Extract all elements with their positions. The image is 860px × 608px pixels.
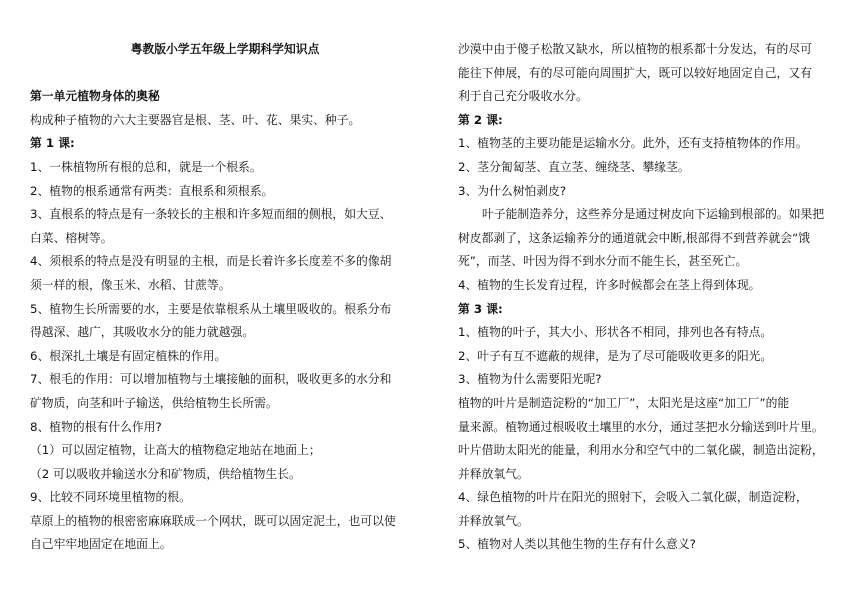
lesson-heading: 第 2 课: — [458, 112, 503, 127]
paragraph-line: 7、根毛的作用：可以增加植物与土壤接触的面积，吸收更多的水分和 — [30, 372, 392, 387]
paragraph-line: 4、植物的生长发育过程，许多时候都会在茎上得到体现。 — [458, 277, 761, 292]
spacer — [30, 62, 420, 86]
right-column — [458, 38, 830, 557]
paragraph-line: 得越深、越广，其吸收水分的能力就越强。 — [30, 325, 255, 340]
paragraph-line: 3、为什么树怕剥皮? — [458, 183, 567, 198]
paragraph-line: 4、须根系的特点是没有明显的主根，而是长着许多长度差不多的像胡 — [30, 254, 392, 269]
paragraph-line: 树皮都剥了，这条运输养分的通道就会中断,根部得不到营养就会“饿 — [458, 230, 810, 245]
lesson-heading: 第 1 课: — [30, 136, 75, 151]
paragraph-line: 构成种子植物的六大主要器官是根、茎、叶、花、果实、种子。 — [30, 112, 361, 127]
paragraph-line: 叶子能制造养分，这些养分是通过树皮向下运输到根部的。如果把 — [482, 207, 825, 222]
paragraph-line: 1、植物的叶子，其大小、形状各不相同，排列也各有特点。 — [458, 325, 773, 340]
paragraph-line: （1）可以固定植物，让高大的植物稳定地站在地面上； — [30, 443, 321, 458]
paragraph-line: 4、绿色植物的叶片在阳光的照射下，会吸入二氧化碳，制造淀粉， — [458, 490, 808, 505]
paragraph-line: 利于自己充分吸收水分。 — [458, 89, 588, 104]
paragraph-line: 沙漠中由于傻子松散又缺水，所以植物的根系都十分发达，有的尽可 — [458, 42, 812, 56]
document-title: 粤教版小学五年级上学期科学知识点 — [130, 42, 320, 56]
left-column — [30, 38, 420, 557]
paragraph-line: 并释放氧气。 — [458, 513, 529, 528]
paragraph-line: 白菜、榕树等。 — [30, 230, 113, 245]
paragraph-line: 死”，而茎、叶因为得不到水分而不能生长，甚至死亡。 — [458, 254, 748, 269]
paragraph-line: 量来源。植物通过根吸收土壤里的水分，通过茎把水分输送到叶片里。 — [458, 419, 824, 434]
paragraph-line: 自己牢牢地固定在地面上。 — [30, 537, 172, 552]
lesson-heading: 第 3 课: — [458, 301, 503, 316]
paragraph-line: 2、叶子有互不遮蔽的规律，是为了尽可能吸收更多的阳光。 — [458, 348, 773, 363]
paragraph-line: 3、植物为什么需要阳光呢? — [458, 372, 602, 387]
paragraph-line: 9、比较不同环境里植物的根。 — [30, 490, 191, 505]
unit-heading: 第一单元植物身体的奥秘 — [30, 89, 160, 104]
paragraph-line: 草原上的植物的根密密麻麻联成一个网状，既可以固定泥土，也可以使 — [30, 513, 396, 528]
paragraph-line: 并释放氧气。 — [458, 466, 529, 481]
paragraph-line: 叶片借助太阳光的能量，利用水分和空气中的二氧化碳，制造出淀粉， — [458, 443, 824, 458]
paragraph-line: 5、植物生长所需要的水，主要是依靠根系从土壤里吸收的。根系分布 — [30, 301, 392, 316]
paragraph-line: 须一样的根，像玉米、水稻、甘蔗等。 — [30, 277, 231, 292]
paragraph-line: 1、一株植物所有根的总和，就是一个根系。 — [30, 159, 262, 174]
paragraph-line: 5、植物对人类以其他生物的生存有什么意义? — [458, 537, 696, 552]
paragraph-line: （2 可以吸收并输送水分和矿物质，供给植物生长。 — [30, 466, 301, 481]
paragraph-line: 1、植物茎的主要功能是运输水分。此外，还有支持植物体的作用。 — [458, 136, 808, 151]
paragraph-line: 2、茎分匍匐茎、直立茎、缠绕茎、攀缘茎。 — [458, 159, 690, 174]
paragraph-line: 3、直根系的特点是有一条较长的主根和许多短而细的侧根，如大豆、 — [30, 207, 392, 222]
paragraph-line: 矿物质，向茎和叶子输送，供给植物生长所需。 — [30, 395, 278, 410]
paragraph-line: 能往下伸展，有的尽可能向周围扩大，既可以较好地固定自己，又有 — [458, 65, 812, 80]
paragraph-line: 6、根深扎土壤是有固定植株的作用。 — [30, 348, 227, 363]
paragraph-line: 2、植物的根系通常有两类：直根系和须根系。 — [30, 183, 274, 198]
paragraph-line: 植物的叶片是制造淀粉的“加工厂”，太阳光是这座“加工厂”的能 — [458, 395, 790, 410]
paragraph-line: 8、植物的根有什么作用? — [30, 419, 162, 434]
